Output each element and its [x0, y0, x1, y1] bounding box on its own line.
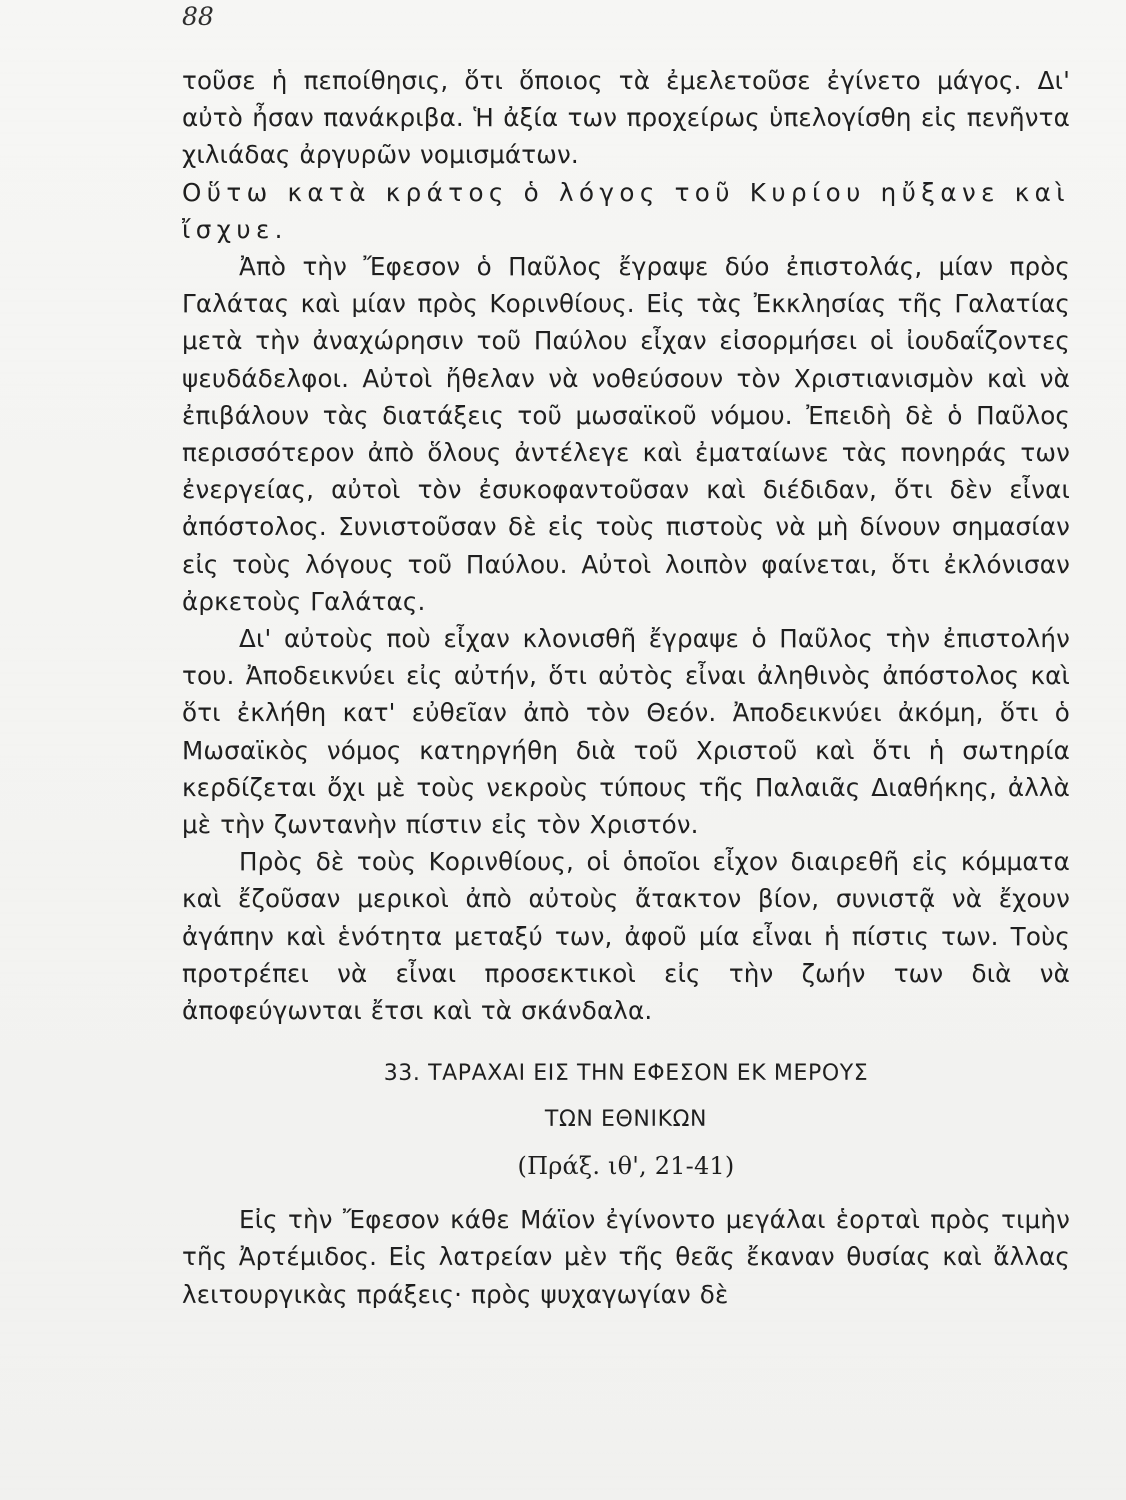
emphasized-verse: Οὕτω κατὰ κράτος ὁ λόγος τοῦ Κυρίου ηὔξανε καὶ ἴσχυε. — [182, 177, 1070, 244]
opening-paragraph: τοῦσε ἡ πεποίθησις, ὅτι ὅποιος τὰ ἐμελετοῦσε ἐγίνετο μάγος. Δι' αὐτὸ ἦσαν πανάκριβα. Ἡ ἀξία των προχείρως ὑπελογίσθη εἰς πενῆντα χιλιάδας ἀργυρῶν νομισμάτων. — [182, 66, 1070, 170]
scripture-citation: (Πράξ. ιθ', 21-41) — [517, 1152, 735, 1181]
page-number: 88 — [182, 2, 214, 31]
page-content — [182, 62, 1070, 1313]
section-heading-line-1: 33. ΤΑΡΑΧΑΙ ΕΙΣ ΤΗΝ ΕΦΕΣΟΝ ΕΚ ΜΕΡΟΥΣ — [383, 1061, 869, 1087]
section-heading-line-2: ΤΩΝ ΕΘΝΙΚΩΝ — [544, 1107, 708, 1133]
paragraph-epistles-galatians: Ἀπὸ τὴν Ἔφεσον ὁ Παῦλος ἔγραψε δύο ἐπιστολάς, μίαν πρὸς Γαλάτας καὶ μίαν πρὸς Κορινθίους. Εἰς τὰς Ἐκκλησίας τῆς Γαλατίας μετὰ τὴν ἀναχώρησιν τοῦ Παύλου εἶχαν εἰσορμήσει οἱ ἰουδαΐζοντες ψευδάδελφοι. Αὐτοὶ ἤθελαν νὰ νοθεύσουν τὸν Χριστιανισμὸν καὶ νὰ ἐπιβάλουν τὰς διατάξεις τοῦ μωσαϊκοῦ νόμου. Ἐπειδὴ δὲ ὁ Παῦλος περισσότερον ἀπὸ ὅλους ἀντέλεγε καὶ ἐματαίωνε τὰς πονηράς των ἐνεργείας, αὐτοὶ τὸν ἐσυκοφαντοῦσαν καὶ διέδιδαν, ὅτι δὲν εἶναι ἀπόστολος. Συνιστοῦσαν δὲ εἰς τοὺς πιστοὺς νὰ μὴ δίνουν σημασίαν εἰς τοὺς λόγους τοῦ Παύλου. Αὐτοὶ λοιπὸν φαίνεται, ὅτι ἐκλόνισαν ἀρκετοὺς Γαλάτας. — [182, 252, 1070, 616]
section-heading — [182, 1051, 1070, 1143]
paragraph-corinthians: Πρὸς δὲ τοὺς Κορινθίους, οἱ ὁποῖοι εἶχον διαιρεθῆ εἰς κόμματα καὶ ἔζοῦσαν μερικοὶ ἀπὸ αὐτοὺς ἄτακτον βίον, συνιστᾷ νὰ ἔχουν ἀγάπην καὶ ἑνότητα μεταξύ των, ἀφοῦ μία εἶναι ἡ πίστις των. Τοὺς προτρέπει νὰ εἶναι προσεκτικοὶ εἰς τὴν ζωήν των διὰ νὰ ἀποφεύγωνται ἔτσι καὶ τὰ σκάνδαλα. — [182, 847, 1070, 1026]
closing-paragraph: Εἰς τὴν Ἔφεσον κάθε Μάϊον ἐγίνοντο μεγάλαι ἑορταὶ πρὸς τιμὴν τῆς Ἀρτέμιδος. Εἰς λατρείαν μὲν τῆς θεᾶς ἔκαναν θυσίας καὶ ἄλλας λειτουργικὰς πράξεις· πρὸς ψυχαγωγίαν δὲ — [182, 1205, 1070, 1309]
paragraph-epistle-summary: Δι' αὐτοὺς ποὺ εἶχαν κλονισθῆ ἔγραψε ὁ Παῦλος τὴν ἐπιστολήν του. Ἀποδεικνύει εἰς αὐτήν, ὅτι αὐτὸς εἶναι ἀληθινὸς ἀπόστολος καὶ ὅτι ἐκλήθη κατ' εὐθεῖαν ἀπὸ τὸν Θεόν. Ἀποδεικνύει ἀκόμη, ὅτι ὁ Μωσαϊκὸς νόμος κατηργήθη διὰ τοῦ Χριστοῦ καὶ ὅτι ἡ σωτηρία κερδίζεται ὄχι μὲ τοὺς νεκροὺς τύπους τῆς Παλαιᾶς Διαθήκης, ἀλλὰ μὲ τὴν ζωντανὴν πίστιν εἰς τὸν Χριστόν. — [182, 624, 1070, 840]
